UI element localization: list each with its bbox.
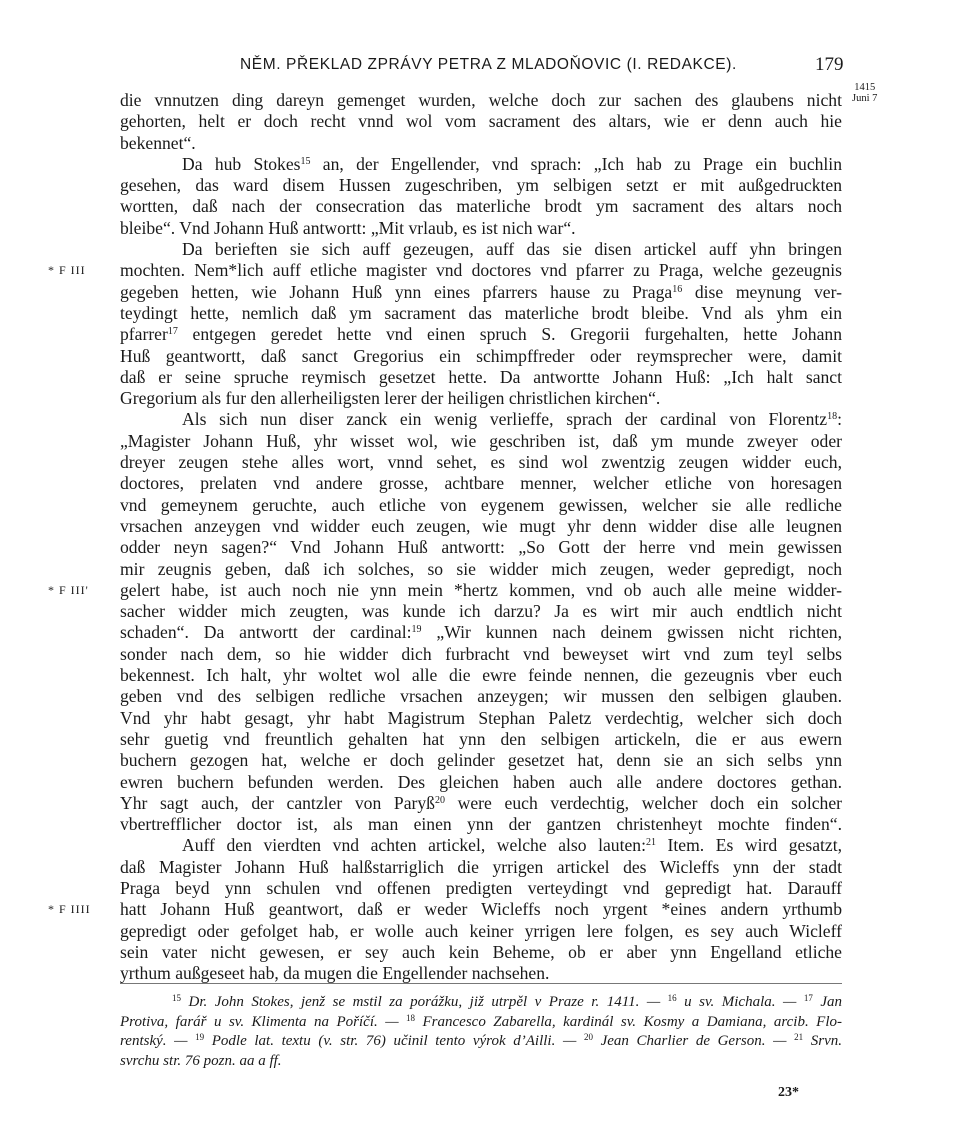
line-text: buchern gezogen hat, welche er doch gelinder gesetzet hat, denn sie an sich selbs ynn xyxy=(120,750,842,771)
footnote-rule xyxy=(120,983,842,984)
line-text: gelert habe, ist auch noch nie ynn mein *hertz kommen, vnd ob auch alle meine widder- xyxy=(120,579,842,600)
line-text: Vnd yhr habt gesagt, yhr habt Magistrum Stephan Paletz verdechtig, welcher sich doch xyxy=(120,707,842,728)
line-text: sonder nach dem, so hie widder dich furbracht vnd beweyset wirt vnd zum teyl selbs xyxy=(120,643,842,664)
text-line xyxy=(120,942,842,963)
text-line xyxy=(120,601,842,622)
text-line xyxy=(120,665,842,686)
line-text: pfarrer xyxy=(120,324,168,345)
footnote-text: Jan xyxy=(812,994,842,1010)
text-line xyxy=(120,750,842,771)
text-line xyxy=(120,239,842,260)
line-text: gesehen, das ward disem Hussen zugeschriben, ym selbigen setzt er mit außgedruckten xyxy=(120,175,842,196)
text-line xyxy=(48,899,842,920)
text-line xyxy=(120,516,842,537)
line-text: Huß geantwortt, daß sanct Gregorius ein schimpffreder oder reymsprecher were, damit xyxy=(120,345,842,366)
line-text: Gregorium als fur den allerheiligsten lerer der heiligen christlichen kirchen“. xyxy=(120,388,661,409)
text-line xyxy=(120,90,842,111)
signature-mark: 23* xyxy=(778,1085,799,1100)
footnote-line xyxy=(120,1032,842,1052)
text-line xyxy=(120,878,842,899)
text-line xyxy=(48,260,842,281)
text-line xyxy=(120,857,842,878)
text-line xyxy=(120,537,842,558)
line-text: were euch verdechtig, welcher doch ein solcher xyxy=(444,792,842,813)
main-text xyxy=(48,90,843,984)
line-text: Da hub Stokes xyxy=(182,153,301,174)
text-line xyxy=(120,921,842,942)
footnote-ref: 18 xyxy=(827,411,838,423)
page-header xyxy=(0,50,960,80)
footnote-number: 15 xyxy=(172,993,181,1003)
text-line xyxy=(120,686,842,707)
line-text: vbertrefflicher doctor ist, als man einen ynn der gantzen christenheyt mochte finden“. xyxy=(120,814,842,835)
text-line xyxy=(120,708,842,729)
text-line xyxy=(120,963,842,984)
line-text: Als sich nun diser zanck ein wenig verlieffe, sprach der cardinal von Florentz xyxy=(182,409,828,430)
line-text: die vnnutzen ding dareyn gemenget wurden, welche doch zur sachen des glaubens nicht xyxy=(120,90,842,110)
text-line xyxy=(120,154,842,175)
line-text: mir zeugnis geben, daß ich solches, so sie widder mich zeugen, weder gepredigt, noch xyxy=(120,558,842,579)
text-line xyxy=(120,388,842,409)
line-text: „Wir kunnen nach deinem gwissen nicht richten, xyxy=(421,622,843,643)
footnote-text: Srvn. xyxy=(803,1033,842,1049)
footnote-ref: 19 xyxy=(411,624,422,636)
footnote-text: Francesco Zabarella, kardinál sv. Kosmy a Damiana, arcib. Flo- xyxy=(415,1013,842,1030)
line-text: mochten. Nem*lich auff etliche magister vnd doctores vnd pfarrer zu Praga, welche gezeugnis xyxy=(120,260,842,281)
margin-year: 1415 xyxy=(854,82,876,93)
text-line xyxy=(120,473,842,494)
footnotes xyxy=(120,993,842,1071)
text-line xyxy=(120,793,842,814)
text-line xyxy=(120,324,842,345)
footnote-ref: 17 xyxy=(167,326,178,338)
line-text: Item. Es wird gesatzt, xyxy=(655,835,842,856)
footnote-text: Podle lat. textu (v. str. 76) učinil tento výrok d’Ailli. — xyxy=(204,1033,584,1049)
line-text: Yhr sagt auch, der cantzler von Paryß xyxy=(120,792,435,813)
footnote-ref: 15 xyxy=(300,155,311,167)
footnote-line xyxy=(120,1052,842,1072)
line-text: daß er seine spruche reymisch gesetzet hette. Da antwortte Johann Huß: „Ich halt sanct xyxy=(120,366,842,387)
text-line xyxy=(120,218,842,239)
footnote-text: svrchu str. 76 pozn. aa a ff. xyxy=(120,1052,282,1069)
line-text: : xyxy=(837,409,842,430)
footnote-number: 19 xyxy=(195,1032,205,1042)
margin-month: Juni 7 xyxy=(852,93,878,104)
line-text: entgegen geredet hette vnd einen spruch S. Gregorii furgehalten, hette Johann xyxy=(177,324,842,345)
page-number: 179 xyxy=(815,54,844,75)
line-text: bekennest. Ich halt, yhr woltet wol alle die ewre feinde nennen, die gezeugnis vber euch xyxy=(120,665,842,686)
text-line xyxy=(120,814,842,835)
footnote-text: Jean Charlier de Gerson. — xyxy=(592,1033,795,1049)
footnote-number: 18 xyxy=(406,1012,416,1023)
line-text: daß Magister Johann Huß halßstarriglich die yrrigen artickel des Wicleffs ynn der stadt xyxy=(120,856,842,877)
footnote-number: 20 xyxy=(583,1032,593,1042)
folio-marker: * F III xyxy=(48,263,86,278)
line-text: gegeben hetten, wie Johann Huß ynn eines pfarrers hause zu Praga xyxy=(120,281,673,302)
line-text: odder neyn sagen?“ Vnd Johann Huß antwortt: „So Gott der herre vnd mein gewissen xyxy=(120,537,842,558)
footnote-ref: 21 xyxy=(645,837,656,849)
footnote-text: Protiva, farář u sv. Klimenta na Poříčí. — xyxy=(120,1013,407,1030)
text-line xyxy=(48,579,842,601)
footnote-text: rentský. — xyxy=(120,1033,196,1049)
line-text: bekennet“. xyxy=(120,132,196,153)
text-line xyxy=(120,431,842,452)
text-line xyxy=(120,133,842,154)
line-text: wortten, daß nach der consecration das materliche brodt ym sacrament des altars noch xyxy=(120,196,842,217)
line-text: Da berieften sie sich auff gezeugen, auff das sie disen artickel auff yhn bringen xyxy=(182,239,842,260)
text-line xyxy=(120,346,842,367)
line-text: Auff den vierdten vnd achten artickel, welche also lauten: xyxy=(182,835,646,856)
text-line xyxy=(120,835,842,856)
footnote-number: 16 xyxy=(667,993,677,1003)
text-line xyxy=(120,729,842,750)
footnote-number: 17 xyxy=(803,993,813,1003)
folio-marker: * F IIII xyxy=(48,902,91,917)
footnote-line xyxy=(120,993,842,1013)
footnote-ref: 16 xyxy=(672,283,683,295)
line-text: vrsachen anzeygen vnd widder euch zeugen, wie mugt yhr denn widder dise alle leugnen xyxy=(120,515,842,536)
folio-marker: * F III' xyxy=(48,582,89,597)
line-text: schaden“. Da antwortt der cardinal: xyxy=(120,622,412,643)
running-head: NĚM. PŘEKLAD ZPRÁVY PETRA Z MLADOŇOVIC (I. REDAKCE). xyxy=(240,56,737,73)
line-text: vnd gemeynem geruchte, auch etliche von eygenem gewissen, welcher sie alle redliche xyxy=(120,494,842,515)
text-line xyxy=(120,559,842,580)
line-text: „Magister Johann Huß, yhr wisset wol, wie geschriben ist, daß ym munde zweyer oder xyxy=(120,430,842,451)
text-line xyxy=(120,367,842,388)
text-line xyxy=(120,282,842,303)
text-line xyxy=(120,303,842,324)
text-line xyxy=(120,622,842,643)
line-text: gehorten, helt er doch recht vnnd wol vom sacrament des altars, wie er denn auch hie xyxy=(120,111,842,132)
line-text: doctores, prelaten vnd andere grosse, achtbare menner, welcher etliche von horesagen xyxy=(120,473,842,494)
text-line xyxy=(120,175,842,196)
text-line xyxy=(120,452,842,473)
line-text: teydingt hette, nemlich daß ym sacrament das materliche brodt bleibe. Vnd als yhm ein xyxy=(120,302,842,323)
footnote-text: u sv. Michala. — xyxy=(676,994,804,1010)
line-text: Praga beyd ynn schulen vnd offenen predigten verteydingt vnd gepredigt hat. Darauff xyxy=(120,877,842,898)
line-text: dise meynung ver- xyxy=(682,281,842,302)
text-line xyxy=(120,495,842,516)
line-text: dreyer zeugen stehe alles wort, vnnd sehet, es sind wol zwentzig zeugen widder euch, xyxy=(120,452,842,473)
footnote-text: Dr. John Stokes, jenž se mstil za porážku, již utrpěl v Praze r. 1411. — xyxy=(181,994,668,1010)
footnote-ref: 20 xyxy=(434,794,445,806)
line-text: gepredigt oder gefolget hab, er wolle auch keiner yrrigen lere folgen, es sey auch Wicleff xyxy=(120,920,842,941)
line-text: ewren buchern befunden werden. Des gleichen haben auch alle andere doctores gethan. xyxy=(120,771,842,792)
line-text: yrthum außgeseet hab, da mugen die Engellender nachsehen. xyxy=(120,963,550,984)
text-line xyxy=(120,772,842,793)
line-text: sehr guetig vnd freuntlich gehalten hat ynn den selbigen artickeln, die er aus ewern xyxy=(120,728,842,749)
text-line xyxy=(120,196,842,217)
line-text: hatt Johann Huß geantwort, daß er weder Wicleffs noch yrgent *eines andern yrthumb xyxy=(120,899,842,920)
text-line xyxy=(120,111,842,132)
text-line xyxy=(120,644,842,665)
footnote-line xyxy=(120,1013,842,1033)
footnote-number: 21 xyxy=(794,1032,804,1042)
line-text: geben vnd des selbigen redliche vrsachen anzeygen; wir mussen den selbigen glauben. xyxy=(120,686,842,707)
text-line xyxy=(120,409,842,430)
line-text: sein vater nicht gewesen, er sey auch kein Beheme, ob er aber ynn Engelland etliche xyxy=(120,941,842,962)
line-text: sacher widder mich zeugten, was kunde ich darzu? Ja es wirt mir auch endtlich nicht xyxy=(120,601,842,622)
line-text: an, der Engellender, vnd sprach: „Ich hab zu Prage ein buchlin xyxy=(310,153,842,174)
line-text: bleibe“. Vnd Johann Huß antwortt: „Mit vrlaub, es ist nich war“. xyxy=(120,217,576,238)
margin-date xyxy=(852,82,877,104)
